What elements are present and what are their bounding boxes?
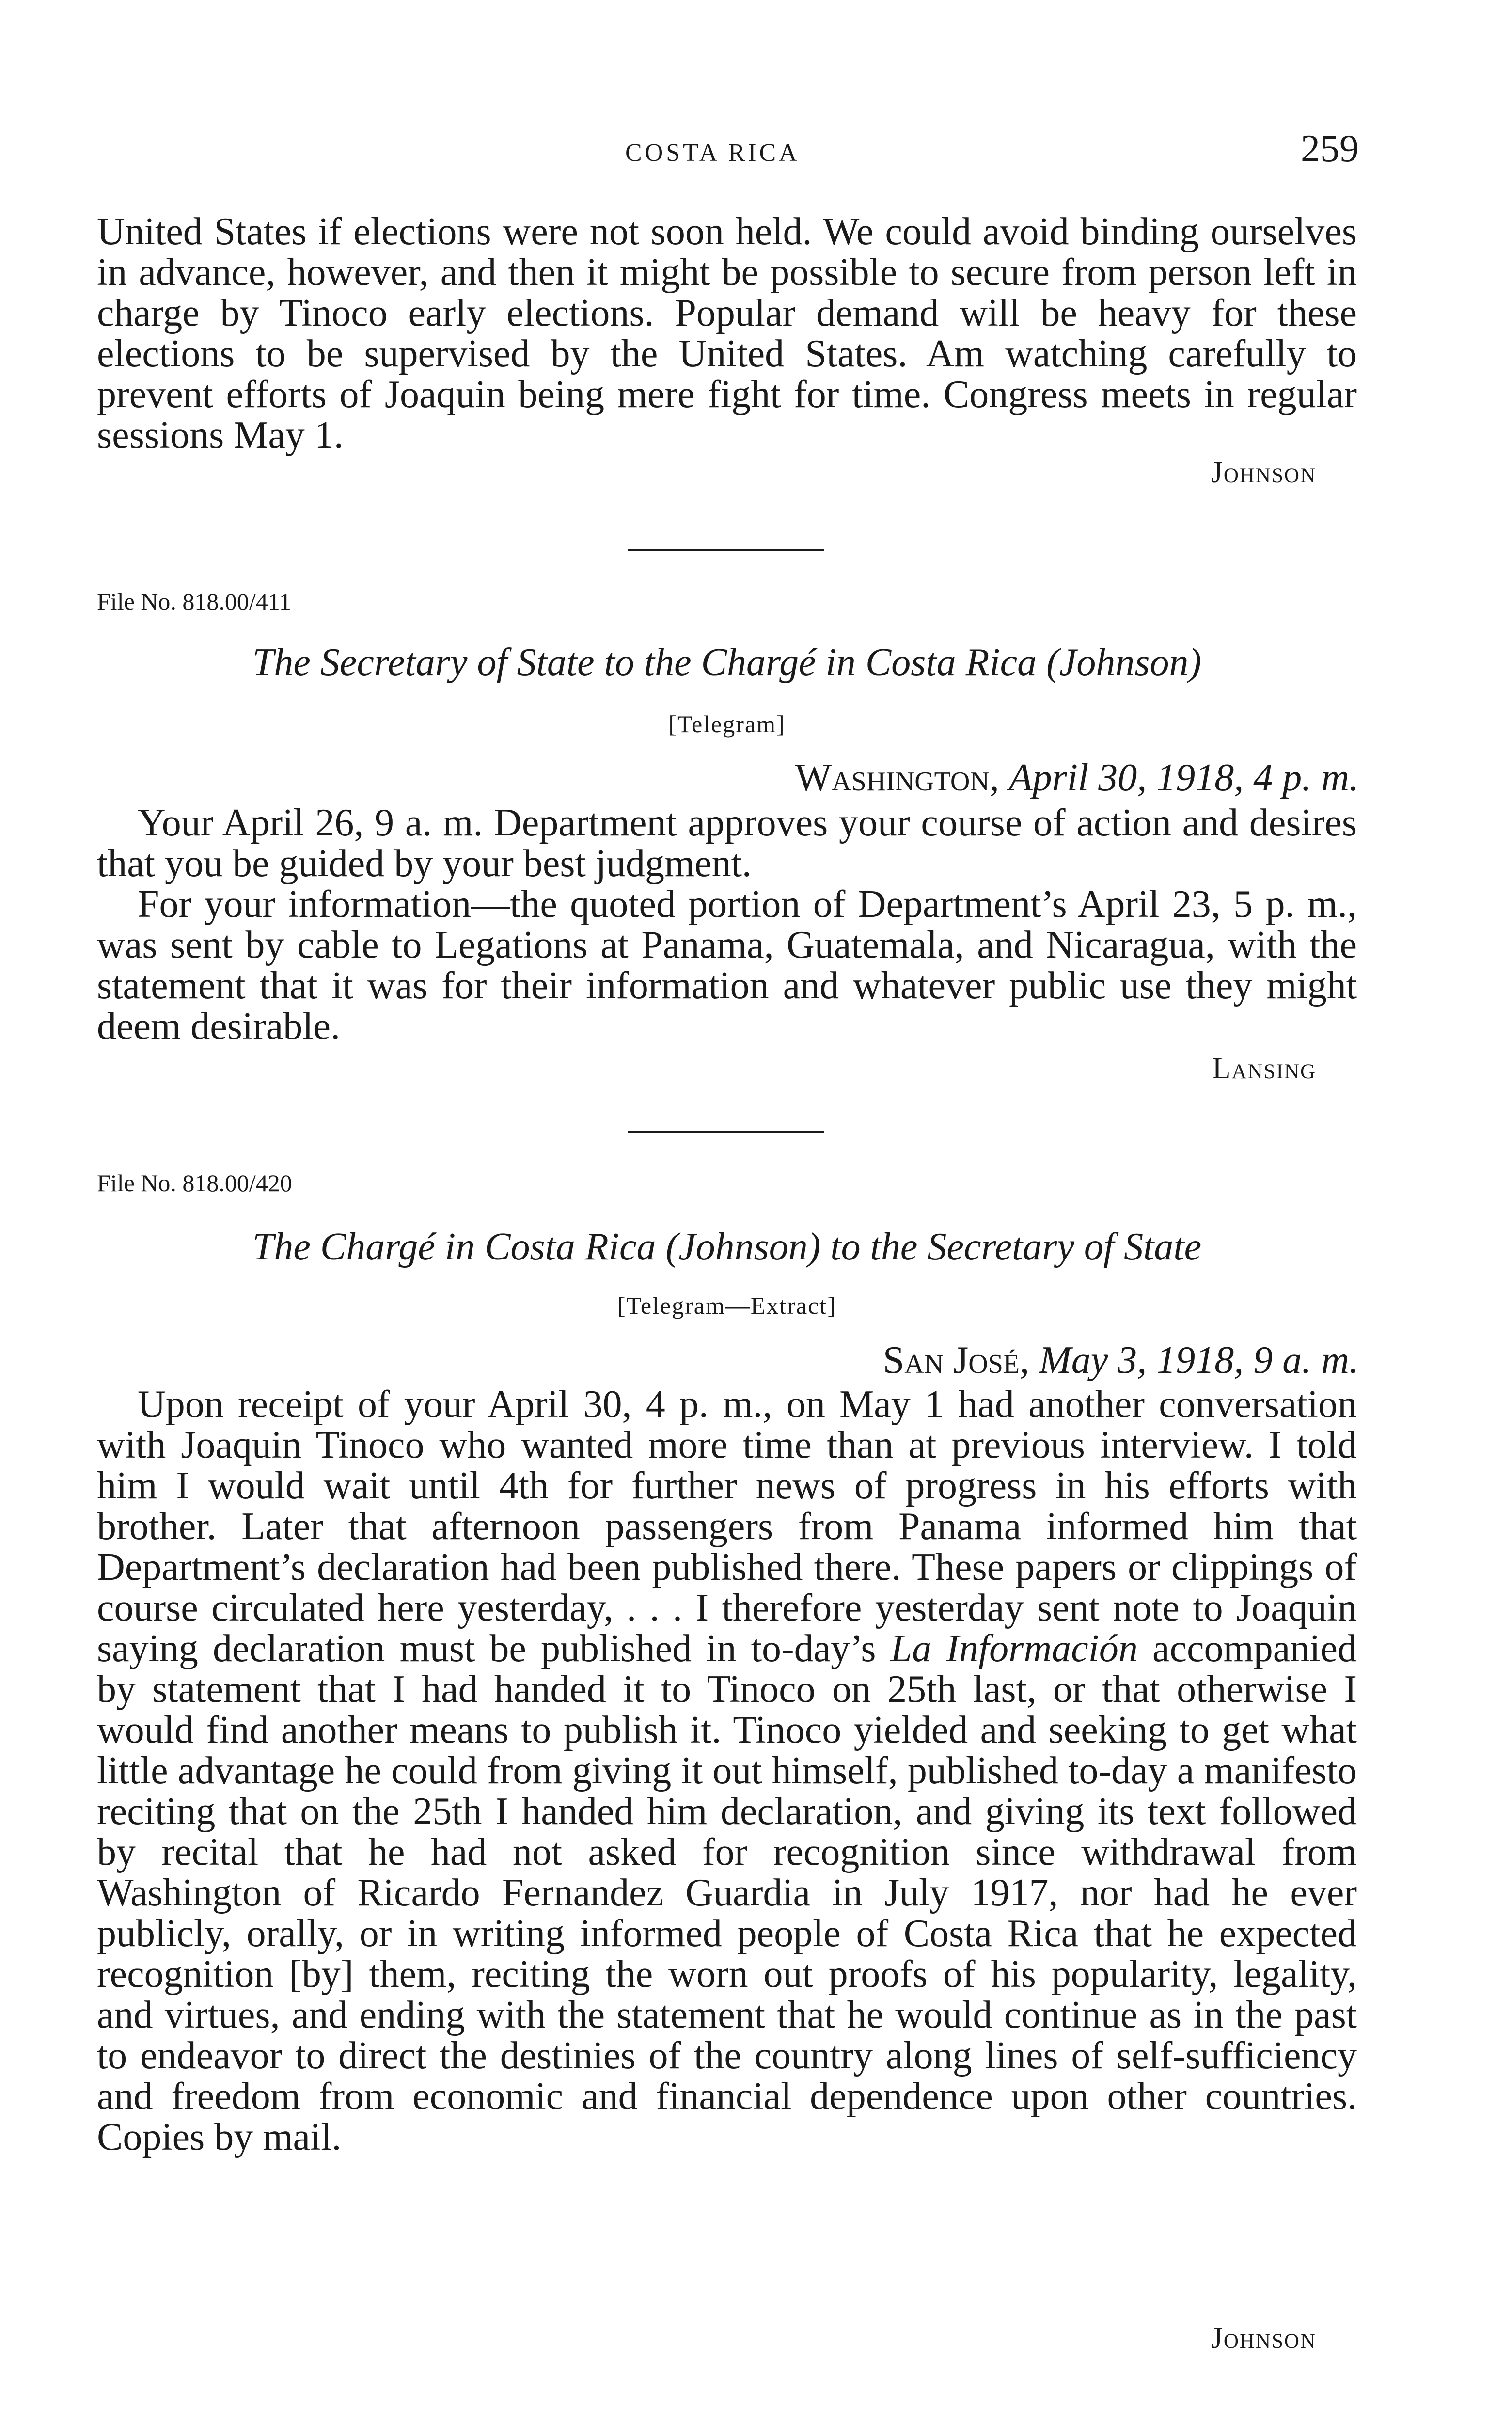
doc1-body <box>97 802 1357 1047</box>
doc1-dateline <box>795 756 1359 800</box>
section-divider <box>628 549 824 551</box>
doc2-file-number: File No. 818.00/420 <box>97 1169 292 1196</box>
doc2-title: The Chargé in Costa Rica (Johnson) to the Secretary of State <box>252 1226 1202 1268</box>
doc2-signature: Johnson <box>1211 2322 1316 2355</box>
page-number: 259 <box>1301 127 1359 170</box>
doc1-title: The Secretary of State to the Chargé in Costa Rica (Johnson) <box>252 641 1202 684</box>
running-head: COSTA RICA <box>625 139 800 167</box>
doc2-subtitle: [Telegram—Extract] <box>617 1292 836 1319</box>
section-divider <box>628 1131 824 1133</box>
doc2-paragraph <box>97 1384 1357 2157</box>
doc2-newspaper-name: La Información <box>890 1627 1138 1670</box>
doc2-body <box>97 1384 1357 2157</box>
doc1-paragraph-1: Your April 26, 9 a. m. Department approves your course of action and desires that you be guided by your best judgment. <box>97 802 1357 885</box>
doc1-signature: Lansing <box>1212 1052 1316 1085</box>
continuation-paragraph: United States if elections were not soon held. We could avoid binding ourselves in advance, however, and then it might be possible to secure from person left in charge by Tinoco early elections. Popular demand will be heavy for these elections to be supervised by the United States. Am watching carefully to prevent efforts of Joaquin being mere fight for time. Congress meets in regular sessions May 1. <box>97 210 1357 456</box>
doc1-paragraph-2: For your information—the quoted portion of Department’s April 23, 5 p. m., was sent by cable to Legations at Panama, Guatemala, and Nicaragua, with the statement that it was for their information and whatever public use they might deem desirable. <box>97 883 1357 1048</box>
doc1-subtitle: [Telegram] <box>668 710 786 738</box>
doc1-file-number: File No. 818.00/411 <box>97 588 291 615</box>
continuation-block <box>97 211 1357 456</box>
doc2-dateline-date: May 3, 1918, 9 a. m. <box>1039 1339 1359 1382</box>
doc2-dateline <box>883 1338 1359 1383</box>
doc1-dateline-date: April 30, 1918, 4 p. m. <box>1008 756 1359 799</box>
continuation-signature: Johnson <box>1211 456 1316 489</box>
doc2-paragraph-part-2: accompanied by statement that I had handed it to Tinoco on 25th last, or that otherwise I would find another means to publish it. Tinoco yielded and seeking to get what little advantage he could from giving it out himself, published to-day a manifesto reciting that on the 25th I handed him declaration, and giving its text followed by recital that he had not asked for recognition since withdrawal from Washington of Ricardo Fernandez Guardia in July 1917, nor had he ever publicly, orally, or in writing informed people of Costa Rica that he expected recognition [by] them, reciting the worn out proofs of his popularity, legality, and virtues, and ending with the statement that he would continue as in the past to endeavor to direct the destinies of the country along lines of self-sufficiency and freedom from economic and financial dependence upon other countries. Copies by mail. <box>97 1627 1357 2158</box>
doc1-dateline-place: Washington, <box>795 756 999 799</box>
doc2-dateline-place: San José, <box>882 1339 1030 1382</box>
doc2-paragraph-part-1: Upon receipt of your April 30, 4 p. m., on May 1 had another conversation with Joaquin Tinoco who wanted more time than at previous interview. I told him I would wait until 4th for further news of progress in his efforts with brother. Later that afternoon passengers from Panama informed him that Department’s declaration had been published there. These papers or clippings of course circulated here yesterday, . . . I therefore yesterday sent note to Joaquin saying declaration must be published in to-day’s <box>97 1383 1357 1670</box>
